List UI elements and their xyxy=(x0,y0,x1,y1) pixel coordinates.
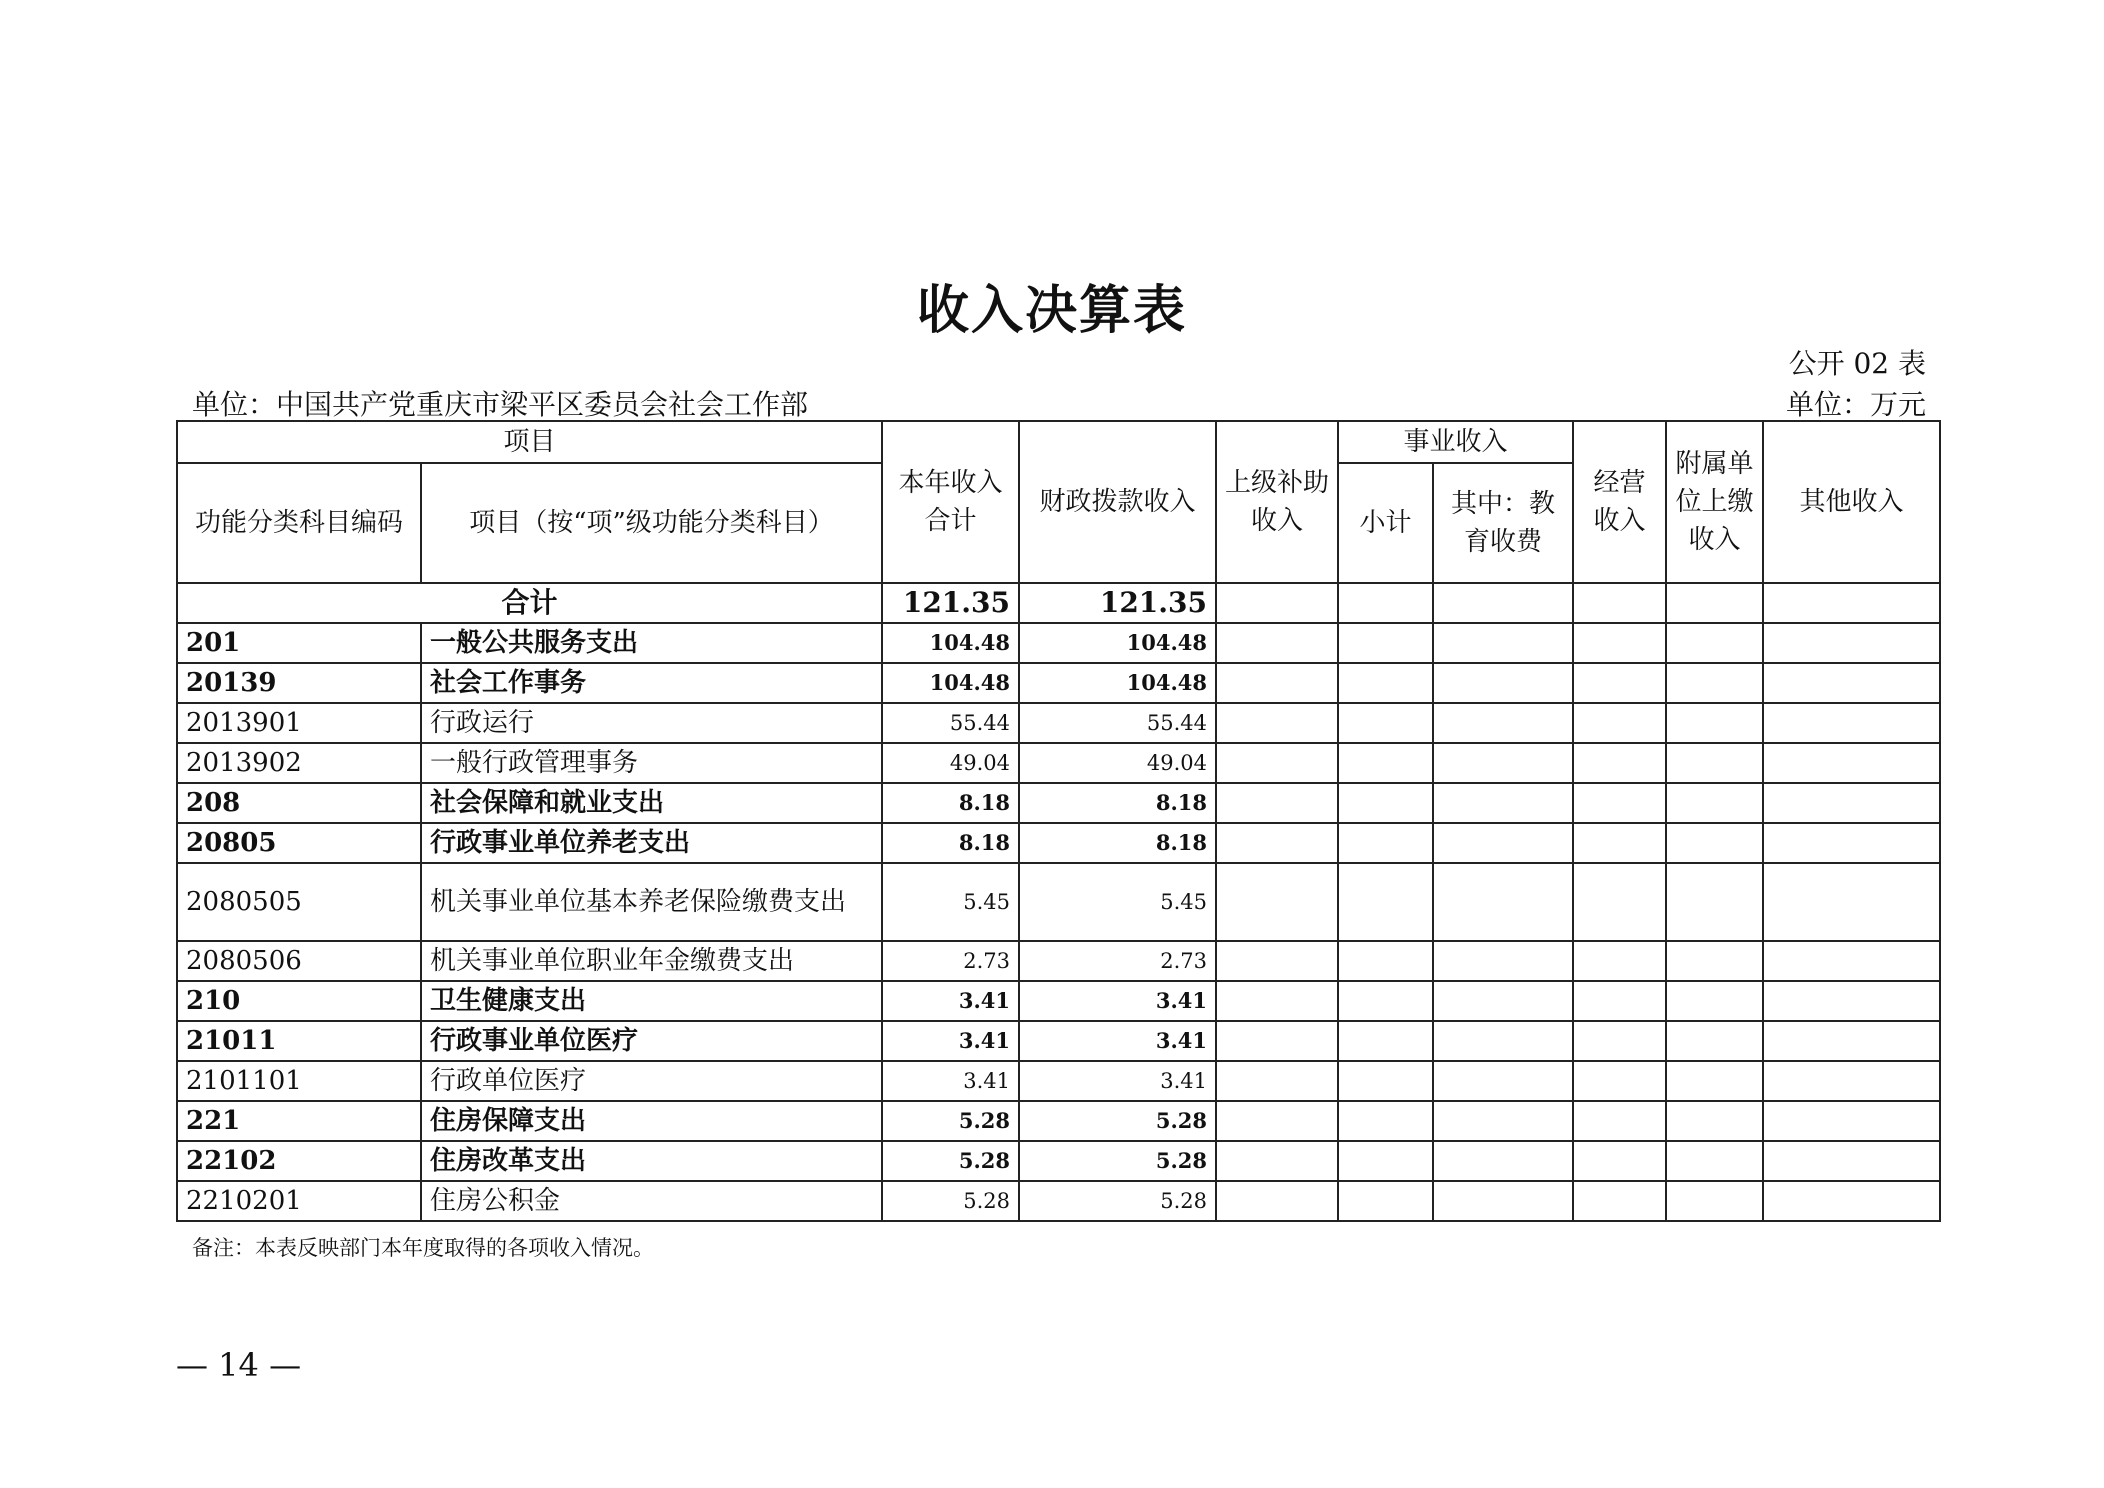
row-code: 22102 xyxy=(177,1141,421,1181)
empty-cell xyxy=(1216,863,1338,941)
header-fiscal-appropriation: 财政拨款收入 xyxy=(1019,421,1216,583)
empty-cell xyxy=(1216,583,1338,623)
empty-cell xyxy=(1573,941,1666,981)
empty-cell xyxy=(1433,863,1573,941)
empty-cell xyxy=(1666,1181,1763,1221)
row-total-income: 8.18 xyxy=(882,783,1019,823)
empty-cell xyxy=(1666,863,1763,941)
table-row xyxy=(177,783,1940,823)
row-code: 208 xyxy=(177,783,421,823)
empty-cell xyxy=(1666,1101,1763,1141)
empty-cell xyxy=(1433,1181,1573,1221)
empty-cell xyxy=(1338,981,1433,1021)
empty-cell xyxy=(1573,1101,1666,1141)
empty-cell xyxy=(1338,1061,1433,1101)
empty-cell xyxy=(1433,1021,1573,1061)
empty-cell xyxy=(1216,1101,1338,1141)
income-final-accounts-table xyxy=(176,420,1941,1222)
empty-cell xyxy=(1216,703,1338,743)
row-name: 行政运行 xyxy=(421,703,882,743)
table-row xyxy=(177,981,1940,1021)
row-fiscal-appropriation: 5.28 xyxy=(1019,1101,1216,1141)
row-total-income: 5.28 xyxy=(882,1101,1019,1141)
row-total-income: 104.48 xyxy=(882,623,1019,663)
row-code: 2013901 xyxy=(177,703,421,743)
empty-cell xyxy=(1338,823,1433,863)
empty-cell xyxy=(1763,1141,1940,1181)
row-name: 机关事业单位基本养老保险缴费支出 xyxy=(421,863,882,941)
header-total-income: 本年收入合计 xyxy=(882,421,1019,583)
row-name: 社会工作事务 xyxy=(421,663,882,703)
empty-cell xyxy=(1666,1061,1763,1101)
row-name: 卫生健康支出 xyxy=(421,981,882,1021)
row-name: 行政单位医疗 xyxy=(421,1061,882,1101)
empty-cell xyxy=(1666,823,1763,863)
row-fiscal-appropriation: 5.45 xyxy=(1019,863,1216,941)
header-affiliated-income: 附属单位上缴收入 xyxy=(1666,421,1763,583)
row-code: 2080506 xyxy=(177,941,421,981)
row-code: 20139 xyxy=(177,663,421,703)
row-fiscal-appropriation: 3.41 xyxy=(1019,1021,1216,1061)
empty-cell xyxy=(1433,703,1573,743)
empty-cell xyxy=(1763,743,1940,783)
empty-cell xyxy=(1216,1021,1338,1061)
row-fiscal-appropriation: 104.48 xyxy=(1019,663,1216,703)
table-row xyxy=(177,1181,1940,1221)
empty-cell xyxy=(1216,981,1338,1021)
row-fiscal-appropriation: 8.18 xyxy=(1019,783,1216,823)
empty-cell xyxy=(1433,743,1573,783)
empty-cell xyxy=(1433,583,1573,623)
header-career-income-group: 事业收入 xyxy=(1338,421,1573,463)
empty-cell xyxy=(1338,703,1433,743)
form-number: 公开 02 表 xyxy=(1788,347,1926,380)
empty-cell xyxy=(1433,783,1573,823)
row-total-income: 3.41 xyxy=(882,1021,1019,1061)
row-name: 行政事业单位医疗 xyxy=(421,1021,882,1061)
empty-cell xyxy=(1666,623,1763,663)
empty-cell xyxy=(1666,1021,1763,1061)
empty-cell xyxy=(1763,783,1940,823)
row-code: 21011 xyxy=(177,1021,421,1061)
empty-cell xyxy=(1338,623,1433,663)
row-code: 20805 xyxy=(177,823,421,863)
row-name: 行政事业单位养老支出 xyxy=(421,823,882,863)
row-name: 住房保障支出 xyxy=(421,1101,882,1141)
empty-cell xyxy=(1216,623,1338,663)
empty-cell xyxy=(1573,1141,1666,1181)
empty-cell xyxy=(1433,663,1573,703)
empty-cell xyxy=(1573,663,1666,703)
empty-cell xyxy=(1763,1061,1940,1101)
empty-cell xyxy=(1573,823,1666,863)
empty-cell xyxy=(1338,1021,1433,1061)
row-total-income: 5.28 xyxy=(882,1141,1019,1181)
row-total-income: 3.41 xyxy=(882,1061,1019,1101)
empty-cell xyxy=(1763,1181,1940,1221)
empty-cell xyxy=(1573,623,1666,663)
empty-cell xyxy=(1573,1021,1666,1061)
empty-cell xyxy=(1763,703,1940,743)
empty-cell xyxy=(1216,743,1338,783)
row-fiscal-appropriation: 104.48 xyxy=(1019,623,1216,663)
header-item-group: 项目 xyxy=(177,421,882,463)
row-name: 一般公共服务支出 xyxy=(421,623,882,663)
header-education-fee: 其中：教育收费 xyxy=(1433,463,1573,583)
table-row xyxy=(177,743,1940,783)
row-fiscal-appropriation: 55.44 xyxy=(1019,703,1216,743)
empty-cell xyxy=(1763,823,1940,863)
row-total-income: 5.28 xyxy=(882,1181,1019,1221)
header-item-name: 项目（按“项”级功能分类科目） xyxy=(421,463,882,583)
empty-cell xyxy=(1666,703,1763,743)
row-code: 221 xyxy=(177,1101,421,1141)
row-code: 2013902 xyxy=(177,743,421,783)
empty-cell xyxy=(1666,663,1763,703)
row-code: 201 xyxy=(177,623,421,663)
table-row xyxy=(177,823,1940,863)
header-function-code: 功能分类科目编码 xyxy=(177,463,421,583)
total-fiscal-value: 121.35 xyxy=(1019,583,1216,623)
empty-cell xyxy=(1433,941,1573,981)
row-fiscal-appropriation: 49.04 xyxy=(1019,743,1216,783)
empty-cell xyxy=(1338,743,1433,783)
empty-cell xyxy=(1763,863,1940,941)
empty-cell xyxy=(1763,623,1940,663)
empty-cell xyxy=(1433,623,1573,663)
empty-cell xyxy=(1216,783,1338,823)
header-business-income: 经营收入 xyxy=(1573,421,1666,583)
empty-cell xyxy=(1338,1101,1433,1141)
header-superior-subsidy: 上级补助收入 xyxy=(1216,421,1338,583)
empty-cell xyxy=(1433,1061,1573,1101)
empty-cell xyxy=(1666,743,1763,783)
empty-cell xyxy=(1338,863,1433,941)
empty-cell xyxy=(1216,663,1338,703)
row-total-income: 3.41 xyxy=(882,981,1019,1021)
table-row xyxy=(177,623,1940,663)
total-label: 合计 xyxy=(177,583,882,623)
empty-cell xyxy=(1338,1181,1433,1221)
empty-cell xyxy=(1763,981,1940,1021)
total-row xyxy=(177,583,1940,623)
empty-cell xyxy=(1666,783,1763,823)
empty-cell xyxy=(1216,1061,1338,1101)
row-total-income: 104.48 xyxy=(882,663,1019,703)
empty-cell xyxy=(1216,823,1338,863)
row-total-income: 2.73 xyxy=(882,941,1019,981)
row-fiscal-appropriation: 2.73 xyxy=(1019,941,1216,981)
page-number: — 14 — xyxy=(176,1346,302,1384)
empty-cell xyxy=(1763,1021,1940,1061)
table-row xyxy=(177,1101,1940,1141)
reporting-unit: 单位：中国共产党重庆市梁平区委员会社会工作部 xyxy=(192,388,809,421)
row-total-income: 5.45 xyxy=(882,863,1019,941)
row-name: 住房公积金 xyxy=(421,1181,882,1221)
row-name: 机关事业单位职业年金缴费支出 xyxy=(421,941,882,981)
table-row xyxy=(177,1061,1940,1101)
table-row xyxy=(177,1141,1940,1181)
header-career-subtotal: 小计 xyxy=(1338,463,1433,583)
empty-cell xyxy=(1573,703,1666,743)
row-code: 2080505 xyxy=(177,863,421,941)
row-code: 2101101 xyxy=(177,1061,421,1101)
empty-cell xyxy=(1338,941,1433,981)
row-total-income: 8.18 xyxy=(882,823,1019,863)
table-row xyxy=(177,663,1940,703)
empty-cell xyxy=(1216,1141,1338,1181)
empty-cell xyxy=(1216,941,1338,981)
empty-cell xyxy=(1763,583,1940,623)
empty-cell xyxy=(1573,981,1666,1021)
empty-cell xyxy=(1573,783,1666,823)
empty-cell xyxy=(1573,743,1666,783)
report-title: 收入决算表 xyxy=(916,280,1187,341)
empty-cell xyxy=(1216,1181,1338,1221)
row-fiscal-appropriation: 3.41 xyxy=(1019,1061,1216,1101)
empty-cell xyxy=(1433,1101,1573,1141)
table-row xyxy=(177,941,1940,981)
empty-cell xyxy=(1573,1181,1666,1221)
empty-cell xyxy=(1763,1101,1940,1141)
empty-cell xyxy=(1573,863,1666,941)
total-income-value: 121.35 xyxy=(882,583,1019,623)
empty-cell xyxy=(1433,981,1573,1021)
empty-cell xyxy=(1666,941,1763,981)
empty-cell xyxy=(1433,823,1573,863)
empty-cell xyxy=(1573,583,1666,623)
row-fiscal-appropriation: 3.41 xyxy=(1019,981,1216,1021)
empty-cell xyxy=(1338,583,1433,623)
row-fiscal-appropriation: 5.28 xyxy=(1019,1141,1216,1181)
row-total-income: 49.04 xyxy=(882,743,1019,783)
empty-cell xyxy=(1763,663,1940,703)
empty-cell xyxy=(1666,583,1763,623)
currency-unit: 单位：万元 xyxy=(1785,388,1926,421)
row-fiscal-appropriation: 5.28 xyxy=(1019,1181,1216,1221)
empty-cell xyxy=(1573,1061,1666,1101)
table-row xyxy=(177,703,1940,743)
remark-note: 备注：本表反映部门本年度取得的各项收入情况。 xyxy=(192,1236,654,1260)
empty-cell xyxy=(1338,783,1433,823)
empty-cell xyxy=(1666,981,1763,1021)
empty-cell xyxy=(1433,1141,1573,1181)
empty-cell xyxy=(1338,1141,1433,1181)
table-row xyxy=(177,1021,1940,1061)
table-row xyxy=(177,863,1940,941)
row-name: 住房改革支出 xyxy=(421,1141,882,1181)
row-name: 一般行政管理事务 xyxy=(421,743,882,783)
row-code: 2210201 xyxy=(177,1181,421,1221)
empty-cell xyxy=(1763,941,1940,981)
row-code: 210 xyxy=(177,981,421,1021)
row-fiscal-appropriation: 8.18 xyxy=(1019,823,1216,863)
row-total-income: 55.44 xyxy=(882,703,1019,743)
row-name: 社会保障和就业支出 xyxy=(421,783,882,823)
empty-cell xyxy=(1338,663,1433,703)
header-other-income: 其他收入 xyxy=(1763,421,1940,583)
empty-cell xyxy=(1666,1141,1763,1181)
